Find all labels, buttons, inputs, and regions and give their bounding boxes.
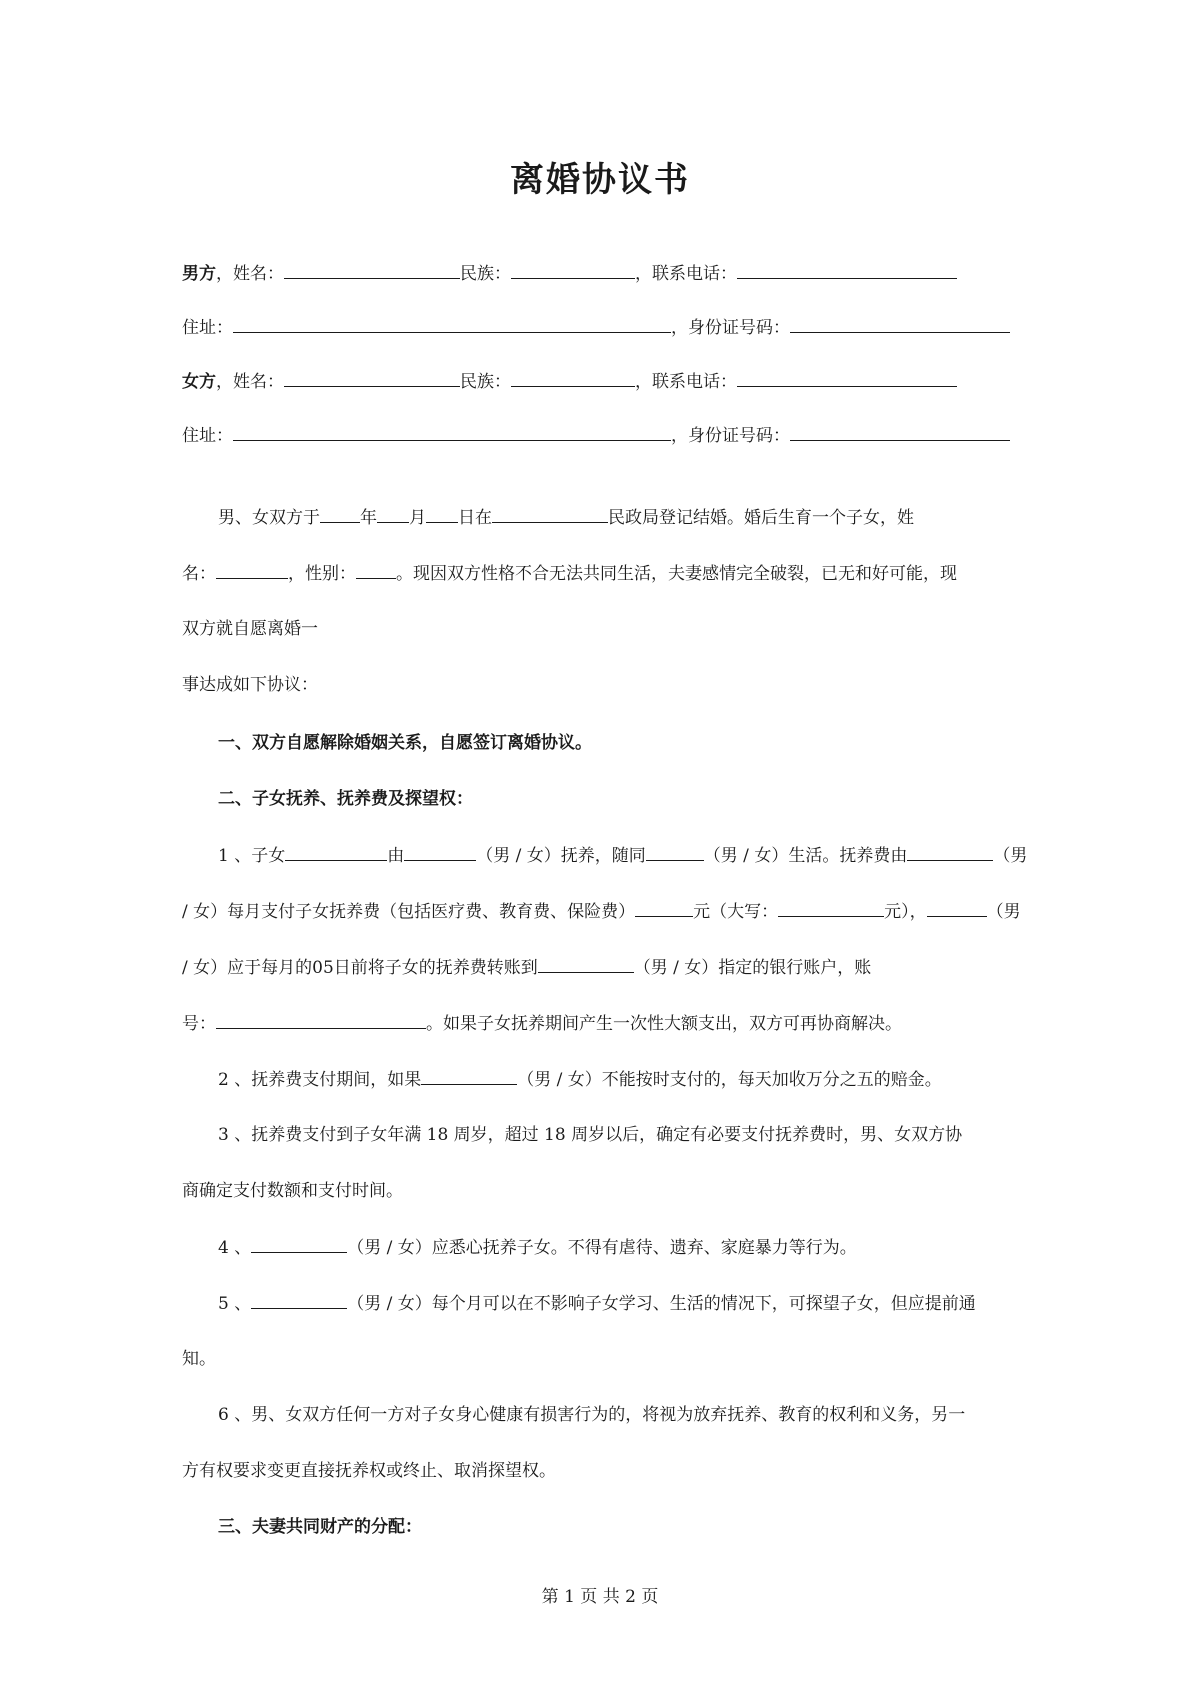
item-text: （男 / 女）生活。抚养费由 xyxy=(703,846,908,866)
intro-line-1 xyxy=(218,504,1018,530)
marriage-month-blank[interactable] xyxy=(377,504,409,523)
item-text: 2 、抚养费支付期间，如果 xyxy=(218,1070,422,1090)
female-address-row xyxy=(182,422,1018,448)
item-1-line-1 xyxy=(218,842,1028,868)
male-id-label: ，身份证号码： xyxy=(671,318,790,338)
female-label: 女方 xyxy=(182,372,216,392)
male-phone-blank[interactable] xyxy=(737,260,957,279)
female-phone-blank[interactable] xyxy=(737,368,957,387)
male-name-blank[interactable] xyxy=(284,260,460,279)
item-4-line-1 xyxy=(218,1234,1018,1260)
female-phone-label: ，联系电话： xyxy=(635,372,737,392)
intro-text: 年 xyxy=(360,508,377,528)
support-amount-words-blank[interactable] xyxy=(778,898,884,917)
female-name-blank[interactable] xyxy=(284,368,460,387)
intro-line-3: 双方就自愿离婚一 xyxy=(182,619,318,639)
female-id-label: ，身份证号码： xyxy=(671,426,790,446)
female-name-label: ，姓名： xyxy=(216,372,284,392)
item-text: （男 xyxy=(986,902,1021,922)
item-1-line-4 xyxy=(182,1010,1018,1036)
item-text: 1 、子女 xyxy=(218,846,286,866)
intro-line-2 xyxy=(182,560,1018,586)
item-text: / 女）每月支付子女抚养费（包括医疗费、教育费、保险费） xyxy=(182,902,636,922)
living-with-blank[interactable] xyxy=(646,842,704,861)
item-text: （男 / 女）指定的银行账户，账 xyxy=(633,958,872,978)
intro-text: 名： xyxy=(182,564,216,584)
child-gender-blank[interactable] xyxy=(356,560,396,579)
item-3-line-2: 商确定支付数额和支付时间。 xyxy=(182,1181,403,1201)
intro-text: 民政局登记结婚。婚后生育一个子女，姓 xyxy=(608,508,914,528)
item-text: 。如果子女抚养期间产生一次性大额支出，双方可再协商解决。 xyxy=(426,1014,902,1034)
intro-text: ，性别： xyxy=(288,564,356,584)
item-text: （男 / 女）抚养，随同 xyxy=(476,846,646,866)
male-phone-label: ，联系电话： xyxy=(635,264,737,284)
marriage-day-blank[interactable] xyxy=(426,504,458,523)
item-text: / 女）应于每月的05日前将子女的抚养费转账到 xyxy=(182,958,538,978)
item-3-line-1: 3 、抚养费支付到子女年满 18 周岁，超过 18 周岁以后，确定有必要支付抚养费时，男、女双方协 xyxy=(218,1125,963,1145)
intro-text: 男、女双方于 xyxy=(218,508,320,528)
item-6-line-2: 方有权要求变更直接抚养权或终止、取消探望权。 xyxy=(182,1461,556,1481)
transfer-party-blank[interactable] xyxy=(927,898,987,917)
male-info-row xyxy=(182,260,1018,286)
registry-office-blank[interactable] xyxy=(492,504,608,523)
bank-account-blank[interactable] xyxy=(216,1010,426,1029)
item-text: 5 、 xyxy=(218,1294,252,1314)
child-blank[interactable] xyxy=(285,842,387,861)
male-address-blank[interactable] xyxy=(233,314,671,333)
female-address-blank[interactable] xyxy=(233,422,671,441)
custodian-blank[interactable] xyxy=(404,842,476,861)
item-text: 号： xyxy=(182,1014,216,1034)
item-6-line-1: 6 、男、女双方任何一方对子女身心健康有损害行为的，将视为放弃抚养、教育的权利和义务，另一 xyxy=(218,1405,966,1425)
item-text: （男 xyxy=(993,846,1028,866)
item-text: （男 / 女）每个月可以在不影响子女学习、生活的情况下，可探望子女，但应提前通 xyxy=(347,1294,976,1314)
item-text: 元（大写： xyxy=(693,902,779,922)
support-amount-blank[interactable] xyxy=(635,898,693,917)
intro-line-4: 事达成如下协议： xyxy=(182,675,318,695)
visitor-blank[interactable] xyxy=(251,1290,347,1309)
female-info-row xyxy=(182,368,1018,394)
caregiver-blank[interactable] xyxy=(251,1234,347,1253)
male-label: 男方 xyxy=(182,264,216,284)
payer-blank[interactable] xyxy=(907,842,993,861)
item-text: （男 / 女）不能按时支付的，每天加收万分之五的赔金。 xyxy=(517,1070,942,1090)
intro-text: 。现因双方性格不合无法共同生活，夫妻感情完全破裂，已无和好可能，现 xyxy=(396,564,957,584)
late-payer-blank[interactable] xyxy=(421,1066,517,1085)
document-title: 离婚协议书 xyxy=(510,160,690,200)
item-text: 4 、 xyxy=(218,1238,252,1258)
section-1-heading: 一、双方自愿解除婚姻关系，自愿签订离婚协议。 xyxy=(218,733,592,753)
male-id-blank[interactable] xyxy=(790,314,1010,333)
intro-text: 月 xyxy=(409,508,426,528)
male-address-label: 住址： xyxy=(182,318,233,338)
item-1-line-3 xyxy=(182,954,1018,980)
item-5-line-1 xyxy=(218,1290,1018,1316)
item-2-line-1 xyxy=(218,1066,1018,1092)
section-3-heading: 三、夫妻共同财产的分配： xyxy=(218,1517,422,1537)
item-text: （男 / 女）应悉心抚养子女。不得有虐待、遗弃、家庭暴力等行为。 xyxy=(347,1238,857,1258)
item-5-line-2: 知。 xyxy=(182,1349,216,1369)
page-footer: 第 1 页 共 2 页 xyxy=(541,1587,659,1607)
female-id-blank[interactable] xyxy=(790,422,1010,441)
section-2-heading: 二、子女抚养、抚养费及探望权： xyxy=(218,789,473,809)
male-address-row xyxy=(182,314,1018,340)
marriage-year-blank[interactable] xyxy=(320,504,360,523)
male-ethnic-blank[interactable] xyxy=(511,260,635,279)
female-address-label: 住址： xyxy=(182,426,233,446)
item-1-line-2 xyxy=(182,898,1021,924)
item-text: 元）， xyxy=(884,902,927,922)
intro-text: 日在 xyxy=(458,508,492,528)
female-ethnic-blank[interactable] xyxy=(511,368,635,387)
female-ethnic-label: 民族： xyxy=(460,372,511,392)
item-text: 由 xyxy=(387,846,405,866)
child-name-blank[interactable] xyxy=(216,560,288,579)
male-ethnic-label: 民族： xyxy=(460,264,511,284)
recipient-blank[interactable] xyxy=(538,954,634,973)
male-name-label: ，姓名： xyxy=(216,264,284,284)
